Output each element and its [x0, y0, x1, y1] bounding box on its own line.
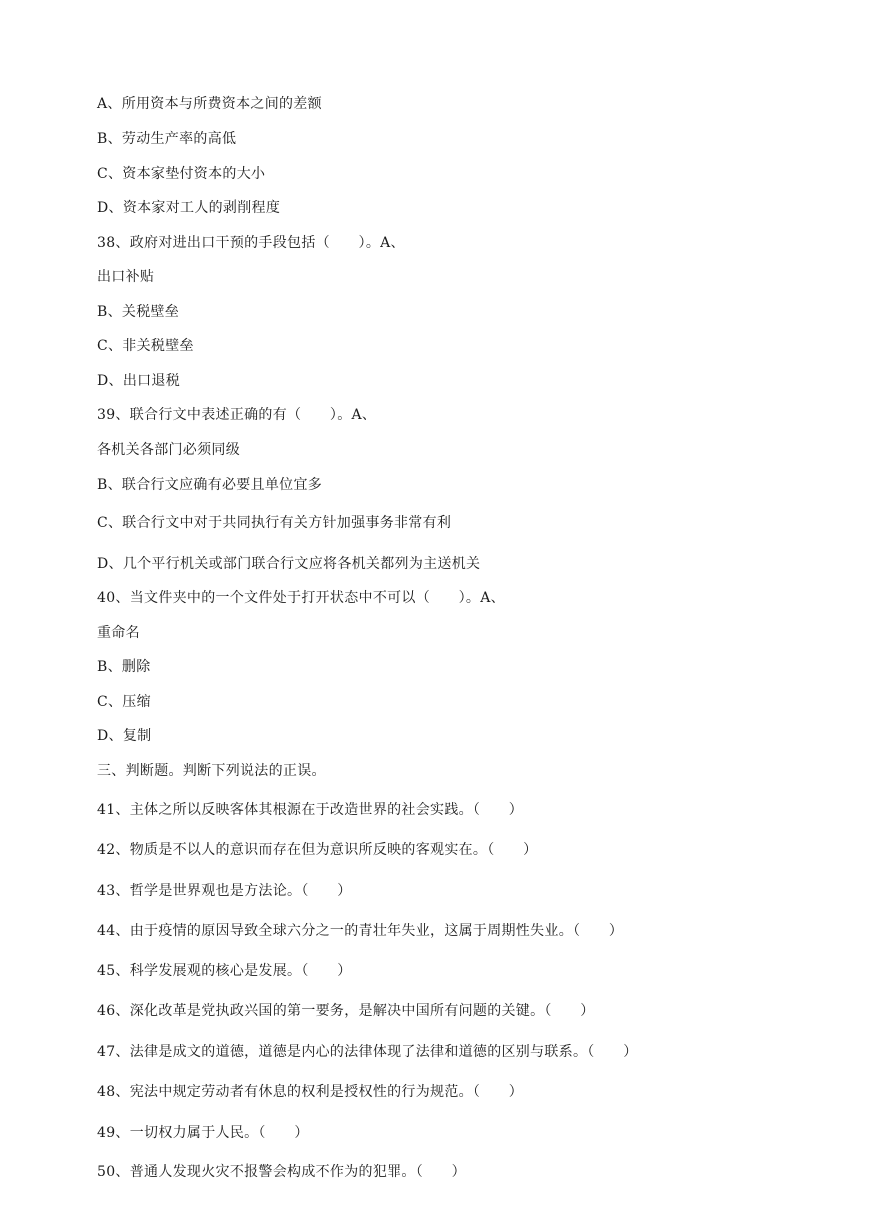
option-38-a: 出口补贴	[97, 269, 155, 285]
question-47: 47、法律是成文的道德，道德是内心的法律体现了法律和道德的区别与联系。（ ）	[97, 1044, 638, 1060]
option-39-d: D、几个平行机关或部门联合行文应将各机关都列为主送机关	[97, 556, 481, 572]
option-40-c: C、压缩	[97, 694, 151, 710]
option-37-d: D、资本家对工人的剥削程度	[97, 200, 281, 216]
question-48: 48、宪法中规定劳动者有休息的权利是授权性的行为规范。（ ）	[97, 1084, 524, 1100]
question-38: 38、政府对进出口干预的手段包括（ ）。A、	[97, 235, 405, 251]
option-40-d: D、复制	[97, 728, 152, 744]
question-39: 39、联合行文中表述正确的有（ ）。A、	[97, 407, 377, 423]
option-38-b: B、关税壁垒	[97, 304, 180, 320]
question-50: 50、普通人发现火灾不报警会构成不作为的犯罪。（ ）	[97, 1164, 466, 1180]
option-39-a: 各机关各部门必须同级	[97, 442, 240, 458]
option-37-a: A、所用资本与所费资本之间的差额	[97, 96, 322, 112]
option-38-d: D、出口退税	[97, 373, 181, 389]
question-42: 42、物质是不以人的意识而存在但为意识所反映的客观实在。（ ）	[97, 842, 538, 858]
option-39-c: C、联合行文中对于共同执行有关方针加强事务非常有利	[97, 515, 452, 531]
question-46: 46、深化改革是党执政兴国的第一要务，是解决中国所有问题的关键。（ ）	[97, 1003, 595, 1019]
option-37-c: C、资本家垫付资本的大小	[97, 166, 266, 182]
question-40: 40、当文件夹中的一个文件处于打开状态中不可以（ ）。A、	[97, 590, 505, 606]
option-40-b: B、删除	[97, 659, 151, 675]
option-38-c: C、非关税壁垒	[97, 338, 194, 354]
option-40-a: 重命名	[97, 625, 140, 641]
option-37-b: B、劳动生产率的高低	[97, 131, 237, 147]
question-44: 44、由于疫情的原因导致全球六分之一的青壮年失业，这属于周期性失业。（ ）	[97, 923, 624, 939]
section-heading-judgment: 三、判断题。判断下列说法的正误。	[97, 763, 326, 779]
question-41: 41、主体之所以反映客体其根源在于改造世界的社会实践。（ ）	[97, 802, 524, 818]
question-49: 49、一切权力属于人民。（ ）	[97, 1125, 309, 1141]
option-39-b: B、联合行文应确有必要且单位宜多	[97, 477, 323, 493]
question-45: 45、科学发展观的核心是发展。（ ）	[97, 963, 352, 979]
question-43: 43、哲学是世界观也是方法论。（ ）	[97, 883, 352, 899]
